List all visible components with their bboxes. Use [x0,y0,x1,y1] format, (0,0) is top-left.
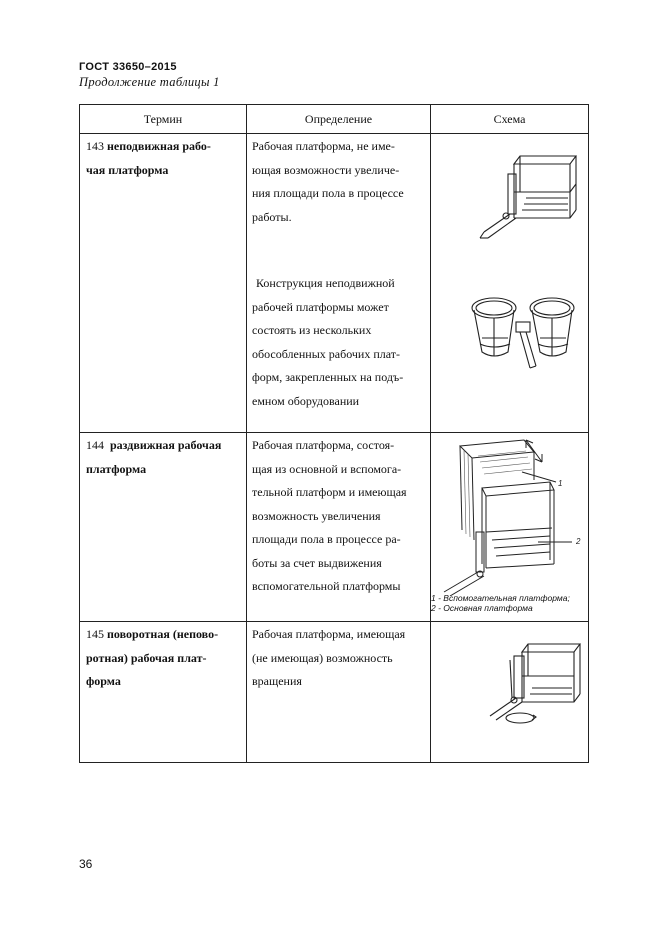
fixed-platform-drawing [470,152,582,247]
definition-line: форм, закрепленных на подъ- [252,370,404,384]
extendable-platform-drawing [434,436,586,596]
column-header-term: Термин [143,112,183,126]
definition-line: (не имеющая) возможность [252,650,393,665]
definition-line: вспомогательной платформы [252,579,401,593]
definition-line: ющая возможности увеличе- [252,162,400,177]
term-number: 143 [86,139,104,153]
definition-line: Рабочая платформа, состоя- [252,438,395,452]
term-text: чая платформа [86,162,169,177]
term-text: форма [86,674,121,688]
definition-143 [252,135,426,229]
schema-label-1: 1 [558,479,563,488]
schema-legend-1: 1 - Вспомогательная платформа; [431,593,570,603]
definition-line: емном оборудовании [252,393,360,408]
definition-line: Рабочая платформа, имеющая [252,627,406,641]
definition-line: боты за счет выдвижения [252,555,382,570]
schema-legend-2: 2 - Основная платформа [431,603,533,613]
definition-line: площади пола в процессе ра- [252,532,401,546]
definition-line: вращения [252,674,302,688]
table-continuation: Продолжение таблицы 1 [79,75,220,89]
standard-code: ГОСТ 33650–2015 [79,61,177,73]
definition-line: возможность увеличения [252,508,381,523]
schema-label-2: 2 [576,537,581,546]
term-number: 145 [86,627,104,641]
definition-line: состоять из нескольких [252,323,372,337]
term-145 [86,623,244,694]
term-text: раздвижная рабочая [110,438,222,452]
definition-line: работы. [252,209,292,224]
definition-line: ния площади пола в процессе [252,186,404,200]
term-143 [86,135,244,182]
term-text: неподвижная рабо- [107,139,211,153]
column-header-schema: Схема [493,112,526,126]
definition-line: обособленных рабочих плат- [252,346,401,361]
term-text: платформа [86,461,147,476]
term-text: поворотная (непово- [107,627,219,641]
definition-line: рабочей платформы может [252,299,389,314]
term-144 [86,434,244,481]
double-platform-drawing [466,292,582,374]
definition-144 [252,434,426,599]
definition-143-note [252,272,426,413]
rotating-platform-drawing [476,640,582,730]
term-text: ротная) рабочая плат- [86,650,207,665]
term-number: 144 [86,438,104,452]
definition-145 [252,623,426,694]
page-number: 36 [79,857,93,871]
definition-line: щая из основной и вспомога- [252,461,402,476]
definition-line: тельной платформ и имеющая [252,485,407,499]
definition-line: Рабочая платформа, не име- [252,139,395,153]
column-header-definition: Определение [304,112,373,126]
definition-line: Конструкция неподвижной [256,276,395,290]
